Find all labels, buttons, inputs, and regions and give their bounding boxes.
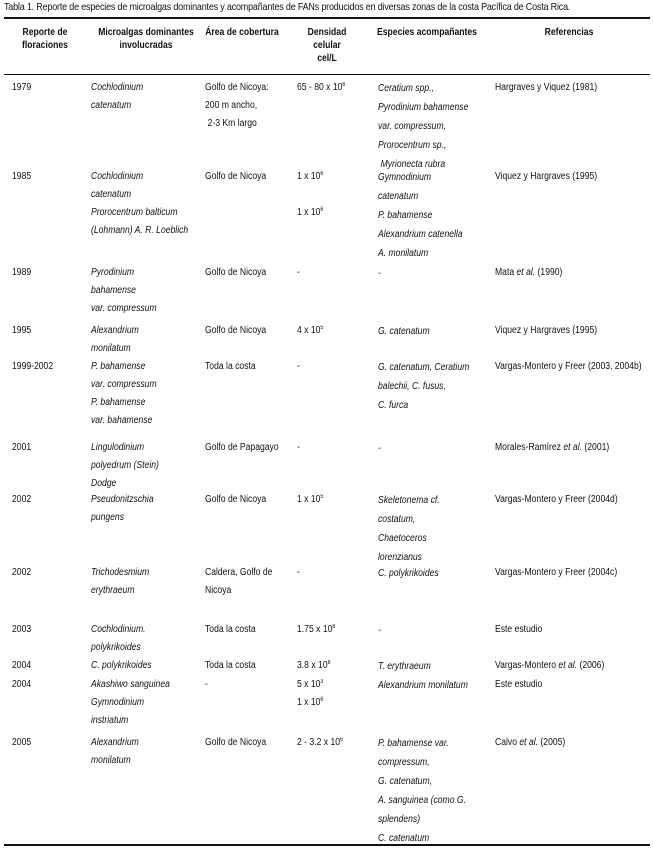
accomp-line: C. catenatum: [378, 833, 430, 844]
area-line: Toda la costa: [205, 624, 256, 635]
year-text: 2004: [12, 660, 32, 671]
area-line: Golfo de Nicoya: [205, 171, 267, 182]
area-line: -: [205, 679, 208, 690]
year-text: 2005: [12, 737, 32, 748]
cell-area: [205, 358, 256, 376]
header-density-line: cel/L: [317, 53, 337, 64]
density-base: 1 x 10: [297, 207, 321, 218]
cell-species: [91, 734, 139, 770]
density-base: -: [297, 442, 300, 453]
cell-density: [297, 621, 335, 639]
species-line: Pseudonitzschia: [91, 494, 154, 505]
species-line: Dodge: [91, 478, 117, 489]
species-line: var. compressum: [91, 303, 157, 314]
density-base: 1 x 10: [297, 697, 321, 708]
accomp-line: -: [378, 268, 381, 279]
species-line: catenatum: [91, 189, 132, 200]
density-base: -: [297, 267, 300, 278]
density-value: [297, 694, 323, 712]
species-line: P. bahamense: [91, 361, 146, 372]
accomp-line: A. sanguinea (como G.: [378, 795, 466, 806]
species-line: polyedrum (Stein): [91, 460, 159, 471]
reference-text: [495, 322, 597, 340]
cell-density: [297, 439, 300, 457]
year-text: 1985: [12, 171, 32, 182]
cell-area: [205, 264, 266, 282]
cell-year: [12, 491, 31, 509]
species-line: P. bahamense: [91, 397, 146, 408]
density-base: 65 - 80 x 10: [297, 82, 343, 93]
header-species: [94, 26, 197, 52]
cell-area: [205, 676, 208, 694]
species-line: Cochlodinium: [91, 171, 144, 182]
cell-area: [205, 439, 279, 457]
reference-part: Este estudio: [495, 679, 543, 690]
density-value: [297, 439, 300, 457]
density-exponent: 5: [320, 325, 324, 331]
top-rule: [4, 17, 650, 19]
area-line: Golfo de Nicoya:: [205, 82, 269, 93]
cell-refs: [495, 657, 604, 675]
cell-year: [12, 564, 31, 582]
density-value: [297, 676, 323, 694]
species-line: Alexandrium: [91, 325, 139, 336]
cell-accomp: [378, 322, 430, 341]
species-line: erythraeum: [91, 585, 135, 596]
year-text: 1999-2002: [12, 361, 54, 372]
density-base: 4 x 10: [297, 325, 321, 336]
accomp-line: balechii, C. fusus,: [378, 381, 446, 392]
cell-density: [297, 79, 345, 97]
cell-density: [297, 564, 300, 582]
reference-text: [495, 491, 618, 509]
year-text: 2003: [12, 624, 32, 635]
cell-year: [12, 168, 31, 186]
accomp-line: G. catenatum,: [378, 776, 433, 787]
accomp-line: -: [378, 625, 381, 636]
header-refs-line: Referencias: [544, 27, 594, 38]
cell-area: [205, 491, 266, 509]
year-text: 1995: [12, 325, 32, 336]
density-exponent: 6: [340, 737, 343, 743]
cell-area: [205, 621, 256, 639]
species-line: pungens: [91, 512, 125, 523]
header-density-line: celular: [313, 40, 341, 51]
cell-year: [12, 439, 31, 457]
reference-part: et al.: [558, 660, 578, 671]
reference-part: (2005): [538, 737, 566, 748]
cell-year: [12, 79, 31, 97]
accomp-line: Alexandrium catenella: [378, 229, 463, 240]
density-value: [297, 264, 300, 282]
cell-species: [91, 264, 157, 318]
cell-year: [12, 734, 31, 752]
area-line: Toda la costa: [205, 361, 256, 372]
species-line: var. bahamense: [91, 415, 153, 426]
reference-part: Viquez y Hargraves (1995): [495, 171, 598, 182]
species-line: polykrikoides: [91, 642, 141, 653]
density-value: [297, 322, 323, 340]
density-base: 5 x 10: [297, 679, 321, 690]
species-line: monilatum: [91, 343, 131, 354]
header-density: [297, 26, 357, 65]
cell-density: [297, 322, 323, 340]
cell-area: [205, 322, 266, 340]
accomp-line: P. bahamense: [378, 210, 433, 221]
header-area: [203, 26, 280, 39]
reference-part: et al.: [516, 267, 536, 278]
density-base: 1.75 x 10: [297, 624, 333, 635]
cell-accomp: [378, 264, 381, 283]
accomp-line: splendens): [378, 814, 421, 825]
cell-species: [91, 564, 149, 600]
reference-part: et al.: [519, 737, 539, 748]
species-line: Pyrodinium: [91, 267, 135, 278]
accomp-line: G. catenatum: [378, 326, 430, 337]
density-value: [297, 358, 300, 376]
reference-part: Viquez y Hargraves (1995): [495, 325, 598, 336]
header-year-line: Reporte de: [22, 27, 68, 38]
year-text: 2002: [12, 494, 32, 505]
accomp-line: Alexandrium monilatum: [378, 680, 468, 691]
cell-area: [205, 734, 266, 752]
cell-density: [297, 676, 323, 712]
cell-density: [297, 734, 343, 752]
header-accomp-line: Especies acompañantes: [377, 27, 477, 38]
area-line: Golfo de Papagayo: [205, 442, 279, 453]
cell-year: [12, 676, 31, 694]
cell-species: [91, 358, 157, 430]
density-value: [297, 657, 330, 675]
accomp-line: catenatum: [378, 191, 419, 202]
density-value: [297, 734, 343, 752]
accomp-line: lorenzianus: [378, 552, 422, 563]
reference-text: [495, 734, 565, 752]
species-line: Gymnodinium: [91, 697, 145, 708]
year-text: 1979: [12, 82, 32, 93]
accomp-line: Ceratium spp.,: [378, 83, 434, 94]
accomp-line: C. polykrikoides: [378, 568, 439, 579]
header-year-line: floraciones: [22, 40, 68, 51]
cell-accomp: [378, 657, 431, 676]
header-species-line: involucradas: [119, 40, 173, 51]
accomp-line: compressum,: [378, 757, 430, 768]
density-exponent: 6: [320, 207, 324, 213]
header-rule: [4, 74, 650, 75]
reference-part: Vargas-Montero: [495, 660, 559, 671]
species-line: Prorocentrum balticum: [91, 207, 178, 218]
area-line: Golfo de Nicoya: [205, 267, 267, 278]
species-line: var. compressum: [91, 379, 157, 390]
cell-refs: [495, 264, 562, 282]
header-accomp: [375, 26, 478, 39]
cell-refs: [495, 439, 609, 457]
reference-text: [495, 358, 642, 376]
year-text: 2002: [12, 567, 32, 578]
header-species-line: Microalgas dominantes: [98, 27, 194, 38]
cell-density: [297, 168, 323, 222]
density-base: -: [297, 567, 300, 578]
density-base: -: [297, 361, 300, 372]
cell-accomp: [378, 439, 381, 458]
reference-text: [495, 439, 609, 457]
accomp-line: P. bahamense var.: [378, 738, 449, 749]
density-exponent: 6: [342, 82, 346, 88]
density-value: [297, 79, 345, 97]
reference-part: Mata: [495, 267, 517, 278]
density-value: [297, 168, 323, 186]
reference-part: Vargas-Montero y Freer (2004d): [495, 494, 618, 505]
density-value: [297, 204, 323, 222]
species-line: Cochlodinium: [91, 82, 144, 93]
density-base: 3.8 x 10: [297, 660, 328, 671]
species-line: (Lohmann) A. R. Loeblich: [91, 225, 189, 236]
cell-accomp: [378, 621, 381, 640]
species-line: bahamense: [91, 285, 136, 296]
density-base: 1 x 10: [297, 171, 321, 182]
cell-species: [91, 491, 154, 527]
cell-refs: [495, 358, 642, 376]
year-text: 2001: [12, 442, 32, 453]
reference-part: Vargas-Montero y Freer (2004c): [495, 567, 618, 578]
cell-species: [91, 621, 146, 657]
species-line: monilatum: [91, 755, 131, 766]
cell-refs: [495, 322, 597, 340]
species-line: Akashiwo sanguinea: [91, 679, 170, 690]
cell-species: [91, 439, 159, 493]
reference-part: Hargraves y Viquez (1981): [495, 82, 598, 93]
accomp-line: T. erythraeum: [378, 661, 431, 672]
accomp-line: -: [378, 443, 381, 454]
accomp-line: var. compressum,: [378, 121, 447, 132]
accomp-line: Skeletonema cf.: [378, 495, 440, 506]
accomp-line: Myrionecta rubra: [380, 159, 446, 170]
table-caption: Tabla 1. Reporte de especies de microalgas dominantes y acompañantes de FANs producidos en diversas zonas de la costa Pacífica de Costa Rica.: [4, 2, 571, 13]
cell-species: [91, 322, 139, 358]
area-line: Golfo de Nicoya: [205, 737, 267, 748]
cell-year: [12, 322, 31, 340]
area-line: Caldera, Golfo de: [205, 567, 273, 578]
cell-density: [297, 491, 323, 509]
reference-text: [495, 676, 542, 694]
reference-part: (2001): [581, 442, 610, 453]
reference-part: et al.: [563, 442, 582, 453]
cell-refs: [495, 676, 542, 694]
year-text: 2004: [12, 679, 32, 690]
cell-species: [91, 657, 152, 675]
cell-density: [297, 358, 300, 376]
density-exponent: 6: [320, 171, 324, 177]
cell-accomp: [378, 564, 439, 583]
accomp-line: Pyrodinium bahamense: [378, 102, 469, 113]
accomp-line: A. monilatum: [378, 248, 429, 259]
cell-refs: [495, 168, 597, 186]
bottom-rule: [4, 844, 650, 846]
cell-density: [297, 657, 330, 675]
accomp-line: Prorocentrum sp.,: [378, 140, 447, 151]
area-line: Golfo de Nicoya: [205, 494, 267, 505]
reference-text: [495, 79, 597, 97]
cell-year: [12, 264, 31, 282]
reference-text: [495, 564, 617, 582]
header-refs: [505, 26, 634, 39]
header-year: [11, 26, 80, 52]
reference-text: [495, 168, 597, 186]
cell-species: [91, 676, 170, 730]
header-area-line: Área de cobertura: [205, 27, 279, 38]
cell-year: [12, 358, 53, 376]
area-line: Toda la costa: [205, 660, 256, 671]
cell-refs: [495, 564, 617, 582]
reference-part: Morales-Ramírez: [495, 442, 564, 453]
species-line: instriatum: [91, 715, 129, 726]
species-line: catenatum: [91, 100, 132, 111]
reference-part: Vargas-Montero y Freer (2003, 2004b): [495, 361, 642, 372]
cell-species: [91, 168, 188, 240]
cell-density: [297, 264, 300, 282]
cell-year: [12, 621, 31, 639]
density-value: [297, 621, 335, 639]
cell-accomp: [378, 79, 468, 174]
cell-accomp: [378, 168, 463, 263]
density-exponent: 8: [332, 624, 336, 630]
cell-accomp: [378, 491, 440, 567]
density-exponent: 8: [327, 660, 331, 666]
species-line: Alexandrium: [91, 737, 139, 748]
density-value: [297, 491, 323, 509]
cell-accomp: [378, 676, 468, 695]
species-line: Lingulodinium: [91, 442, 145, 453]
area-line: 200 m ancho,: [205, 100, 258, 111]
reference-part: (1990): [535, 267, 563, 278]
cell-area: [205, 79, 269, 133]
reference-text: [495, 657, 604, 675]
density-value: [297, 564, 300, 582]
density-exponent: 6: [320, 697, 324, 703]
accomp-line: G. catenatum, Ceratium: [378, 362, 470, 373]
cell-area: [205, 564, 272, 600]
density-exponent: 3: [320, 679, 324, 685]
cell-refs: [495, 491, 618, 509]
cell-accomp: [378, 358, 469, 415]
cell-refs: [495, 621, 542, 639]
reference-text: [495, 264, 562, 282]
accomp-line: Gymnodinium: [378, 172, 432, 183]
cell-area: [205, 657, 256, 675]
header-density-line: Densidad: [307, 27, 347, 38]
accomp-line: Chaetoceros: [378, 533, 427, 544]
species-line: Cochlodinium.: [91, 624, 146, 635]
area-line: Golfo de Nicoya: [205, 325, 267, 336]
density-exponent: 5: [320, 494, 324, 500]
accomp-line: C. furca: [378, 400, 409, 411]
area-line: 2-3 Km largo: [207, 118, 257, 129]
accomp-line: costatum,: [378, 514, 416, 525]
species-line: C. polykrikoides: [91, 660, 152, 671]
area-line: Nicoya: [205, 585, 232, 596]
cell-accomp: [378, 734, 466, 848]
cell-refs: [495, 79, 597, 97]
reference-part: (2006): [577, 660, 605, 671]
reference-text: [495, 621, 542, 639]
cell-area: [205, 168, 266, 186]
year-text: 1989: [12, 267, 32, 278]
density-base: 2 - 3.2 x 10: [297, 737, 341, 748]
cell-species: [91, 79, 143, 115]
reference-part: Este estudio: [495, 624, 543, 635]
reference-part: Calvo: [495, 737, 520, 748]
density-base: 1 x 10: [297, 494, 321, 505]
cell-year: [12, 657, 31, 675]
cell-refs: [495, 734, 565, 752]
species-line: Trichodesmium: [91, 567, 150, 578]
